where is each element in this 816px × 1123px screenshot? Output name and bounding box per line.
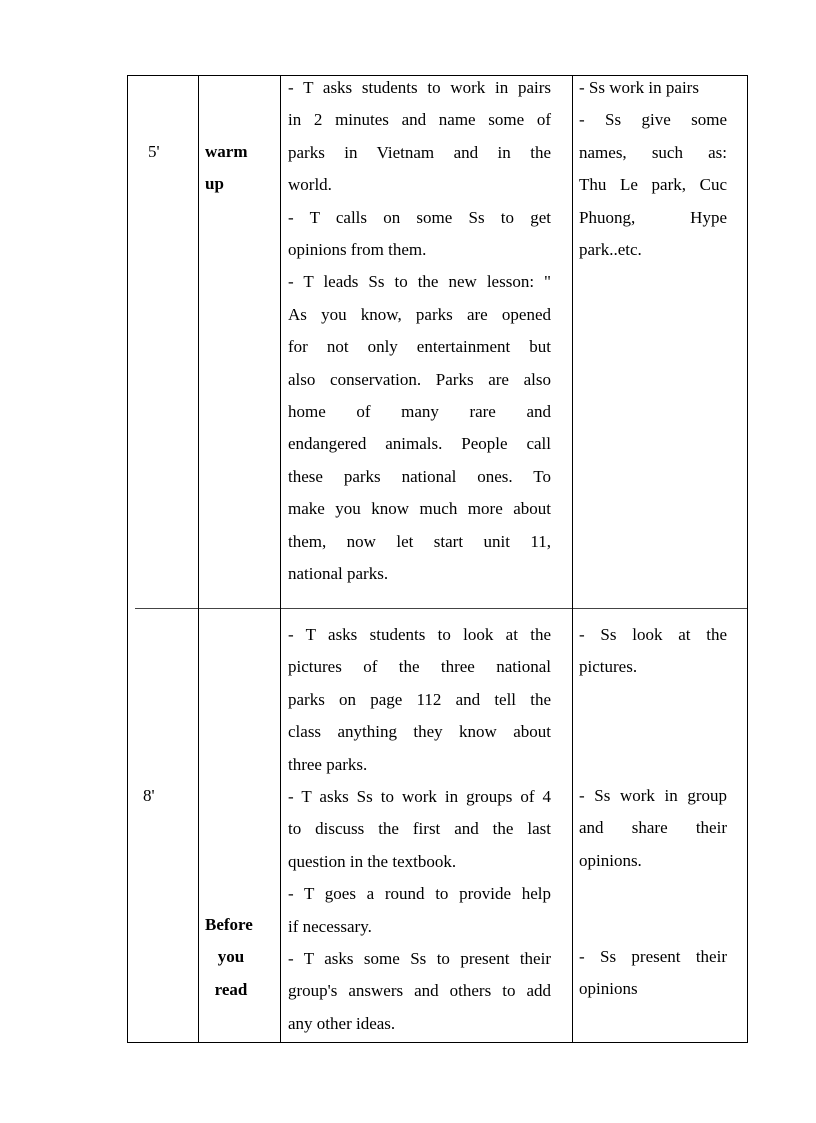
col-divider-2: [280, 75, 281, 1043]
text-line: in 2 minutes and name some of: [288, 110, 551, 130]
row1-time: [148, 136, 160, 168]
table-right-border: [747, 75, 748, 1043]
row1-student-activities: [579, 72, 727, 266]
stage-line: Before: [205, 915, 253, 934]
text-line: to discuss the first and the last: [288, 819, 551, 839]
row2-student-block: [579, 780, 727, 877]
text-line: - Ss present their: [579, 947, 727, 966]
time-label: 8': [143, 786, 155, 805]
row1-teacher-activities: [288, 72, 551, 591]
text-line: - T asks students to look at the: [288, 625, 551, 644]
text-line: any other ideas.: [288, 1013, 396, 1033]
stage-line: up: [205, 174, 224, 194]
col-divider-3: [572, 75, 573, 1043]
text-line: - T leads Ss to the new lesson: ": [288, 272, 551, 292]
text-line: home of many rare and: [288, 402, 551, 422]
text-line: endangered animals. People call: [288, 434, 551, 454]
text-line: class anything they know about: [288, 722, 551, 742]
text-line: three parks.: [288, 754, 368, 774]
row2-time: [143, 780, 155, 812]
table-left-border: [127, 75, 128, 1043]
table-bottom-border: [127, 1042, 748, 1043]
text-line: these parks national ones. To: [288, 466, 551, 486]
stage-line: warm: [205, 142, 248, 161]
text-line: opinions.: [579, 850, 642, 870]
text-line: them, now let start unit 11,: [288, 531, 551, 551]
row1-stage: [205, 136, 275, 201]
text-line: names, such as:: [579, 142, 727, 162]
text-line: group's answers and others to add: [288, 981, 551, 1001]
text-line: - Ss work in group: [579, 786, 727, 805]
row2-stage: [205, 909, 275, 1006]
text-line: make you know much more about: [288, 499, 551, 519]
text-line: also conservation. Parks are also: [288, 369, 551, 389]
text-line: Phuong, Hype: [579, 207, 727, 227]
row2-student-block: [579, 941, 727, 1006]
text-line: - Ss work in pairs: [579, 78, 699, 97]
text-line: - T asks Ss to work in groups of 4: [288, 787, 551, 807]
text-line: question in the textbook.: [288, 851, 457, 871]
text-line: - Ss give some: [579, 110, 727, 130]
text-line: opinions: [579, 979, 638, 999]
text-line: pictures of the three national: [288, 657, 551, 677]
text-line: - T asks students to work in pairs: [288, 78, 551, 97]
time-label: 5': [148, 142, 160, 161]
text-line: As you know, parks are opened: [288, 304, 551, 324]
text-line: - T asks some Ss to present their: [288, 949, 551, 969]
row-divider: [135, 608, 748, 609]
text-line: - Ss look at the: [579, 625, 727, 644]
text-line: parks in Vietnam and in the: [288, 142, 551, 162]
col-divider-1: [198, 75, 199, 1043]
text-line: if necessary.: [288, 916, 372, 936]
row2-student-block: [579, 619, 727, 684]
text-line: pictures.: [579, 657, 638, 677]
text-line: Thu Le park, Cuc: [579, 175, 727, 195]
stage-line: you: [217, 947, 245, 967]
text-line: for not only entertainment but: [288, 337, 551, 357]
text-line: and share their: [579, 818, 727, 838]
stage-line: read: [214, 979, 248, 999]
text-line: opinions from them.: [288, 240, 427, 260]
text-line: - T calls on some Ss to get: [288, 207, 551, 227]
text-line: park..etc.: [579, 240, 642, 260]
text-line: - T goes a round to provide help: [288, 884, 551, 904]
row2-teacher-activities: [288, 619, 551, 1040]
text-line: world.: [288, 175, 332, 195]
text-line: national parks.: [288, 564, 389, 584]
text-line: parks on page 112 and tell the: [288, 689, 551, 709]
